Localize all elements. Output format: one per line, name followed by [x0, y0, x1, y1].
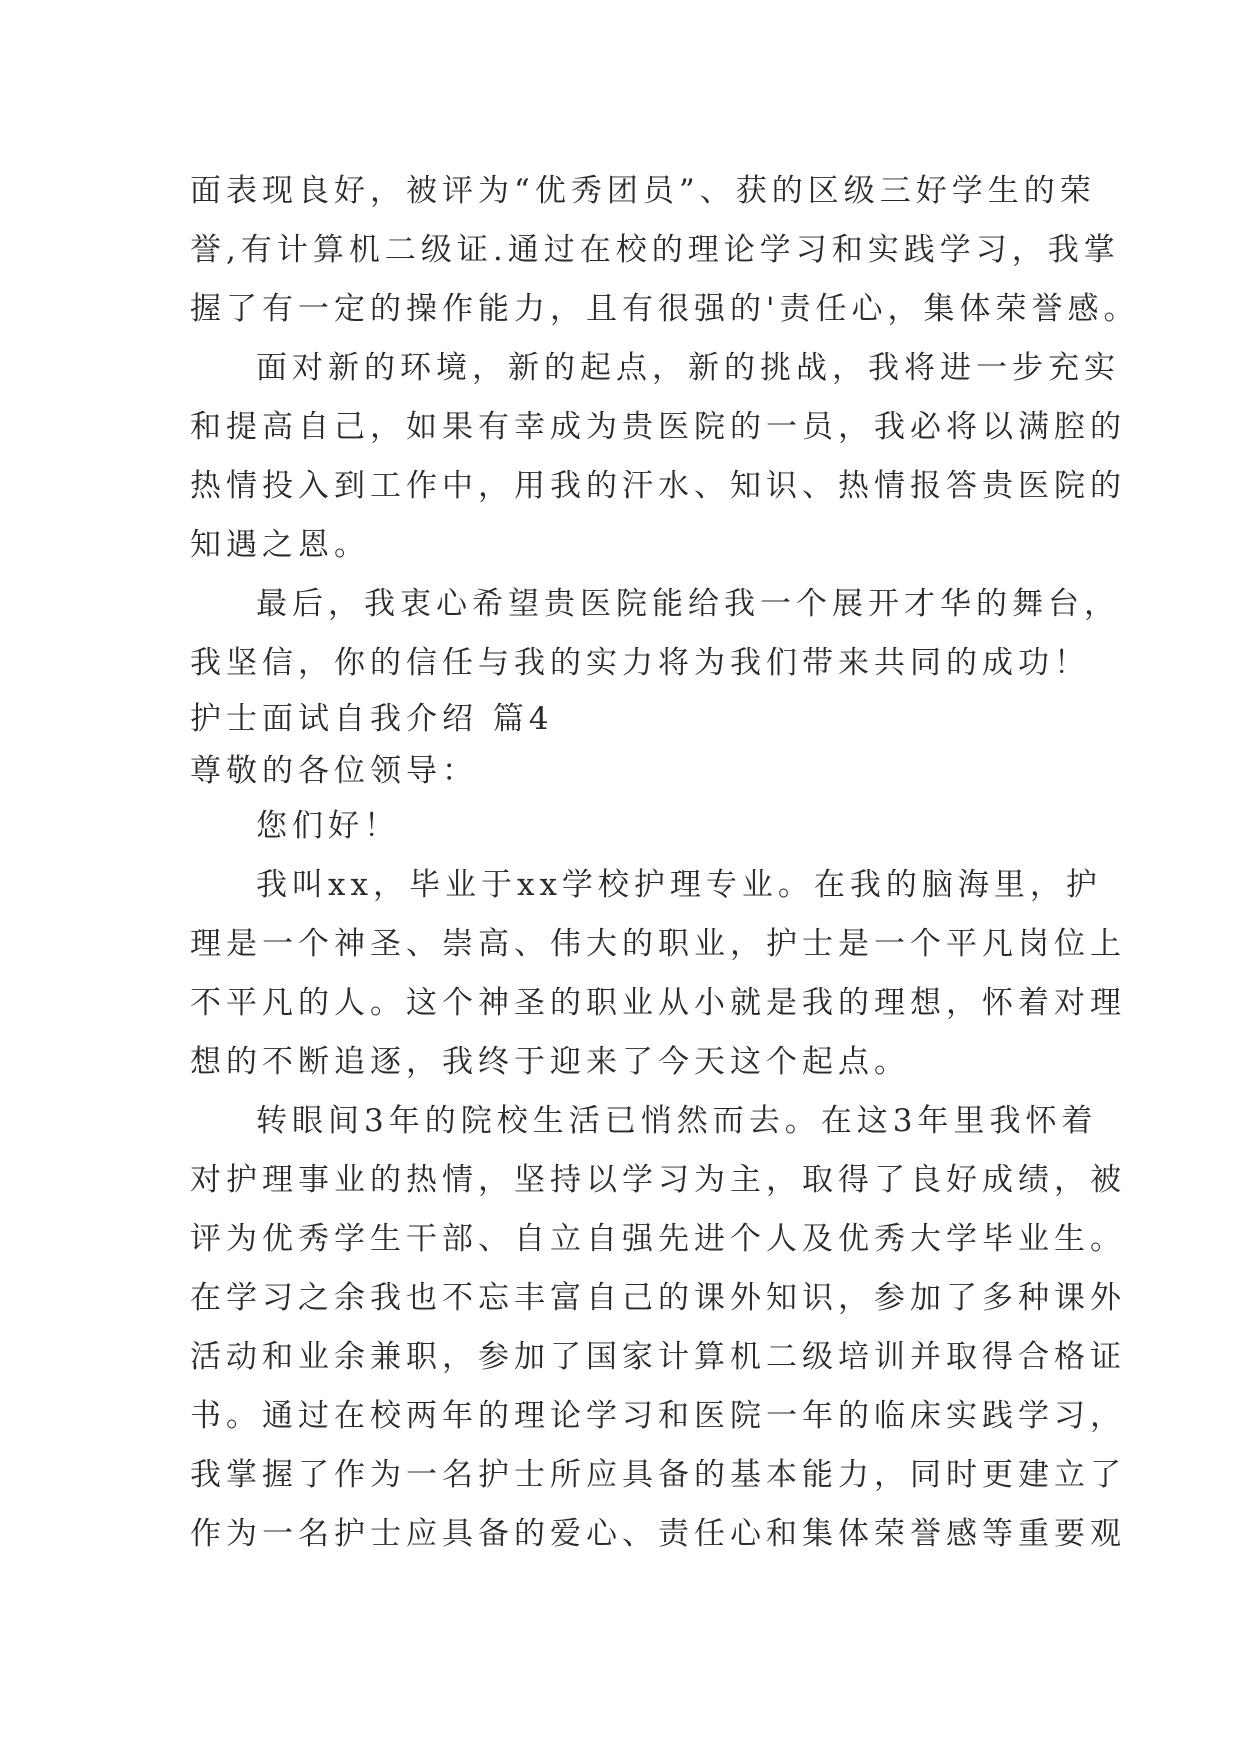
body-line: 对护理事业的热情，坚持以学习为主，取得了良好成绩，被: [190, 1162, 1126, 1198]
body-line: 誉,有计算机二级证.通过在校的理论学习和实践学习，我掌: [190, 232, 1120, 268]
body-line: 握了有一定的操作能力，且有很强的'责任心，集体荣誉感。: [190, 291, 1140, 327]
body-line: 评为优秀学生干部、自立自强先进个人及优秀大学毕业生。: [190, 1221, 1126, 1257]
body-line: 知遇之恩。: [190, 527, 370, 563]
body-line: 和提高自己，如果有幸成为贵医院的一员，我必将以满腔的: [190, 409, 1126, 445]
body-line: 活动和业余兼职，参加了国家计算机二级培训并取得合格证: [190, 1339, 1126, 1375]
paragraph-start-line: 我叫xx，毕业于xx学校护理专业。在我的脑海里，护: [256, 867, 1102, 903]
body-line: 作为一名护士应具备的爱心、责任心和集体荣誉感等重要观: [190, 1516, 1126, 1552]
body-line: 我掌握了作为一名护士所应具备的基本能力，同时更建立了: [190, 1457, 1126, 1493]
paragraph-start-line: 转眼间3年的院校生活已悄然而去。在这3年里我怀着: [256, 1103, 1098, 1139]
body-line: 不平凡的人。这个神圣的职业从小就是我的理想，怀着对理: [190, 985, 1126, 1021]
body-line: 面表现良好，被评为“优秀团员”、获的区级三好学生的荣: [190, 173, 1096, 209]
body-line: 在学习之余我也不忘丰富自己的课外知识，参加了多种课外: [190, 1280, 1126, 1316]
body-line: 热情投入到工作中，用我的汗水、知识、热情报答贵医院的: [190, 468, 1126, 504]
body-line: 书。通过在校两年的理论学习和医院一年的临床实践学习，: [190, 1398, 1126, 1434]
document-body: [190, 162, 1140, 1564]
section-heading: 护士面试自我介绍 篇4: [190, 701, 554, 737]
greeting-line: 您们好！: [256, 808, 400, 844]
salutation: 尊敬的各位领导：: [190, 753, 478, 789]
body-line: 理是一个神圣、崇高、伟大的职业，护士是一个平凡岗位上: [190, 926, 1126, 962]
body-line: 想的不断追逐，我终于迎来了今天这个起点。: [190, 1044, 910, 1080]
paragraph-start-line: 最后，我衷心希望贵医院能给我一个展开才华的舞台，: [256, 586, 1120, 622]
paragraph-start-line: 面对新的环境，新的起点，新的挑战，我将进一步充实: [256, 350, 1120, 386]
body-line: 我坚信，你的信任与我的实力将为我们带来共同的成功！: [190, 645, 1090, 681]
